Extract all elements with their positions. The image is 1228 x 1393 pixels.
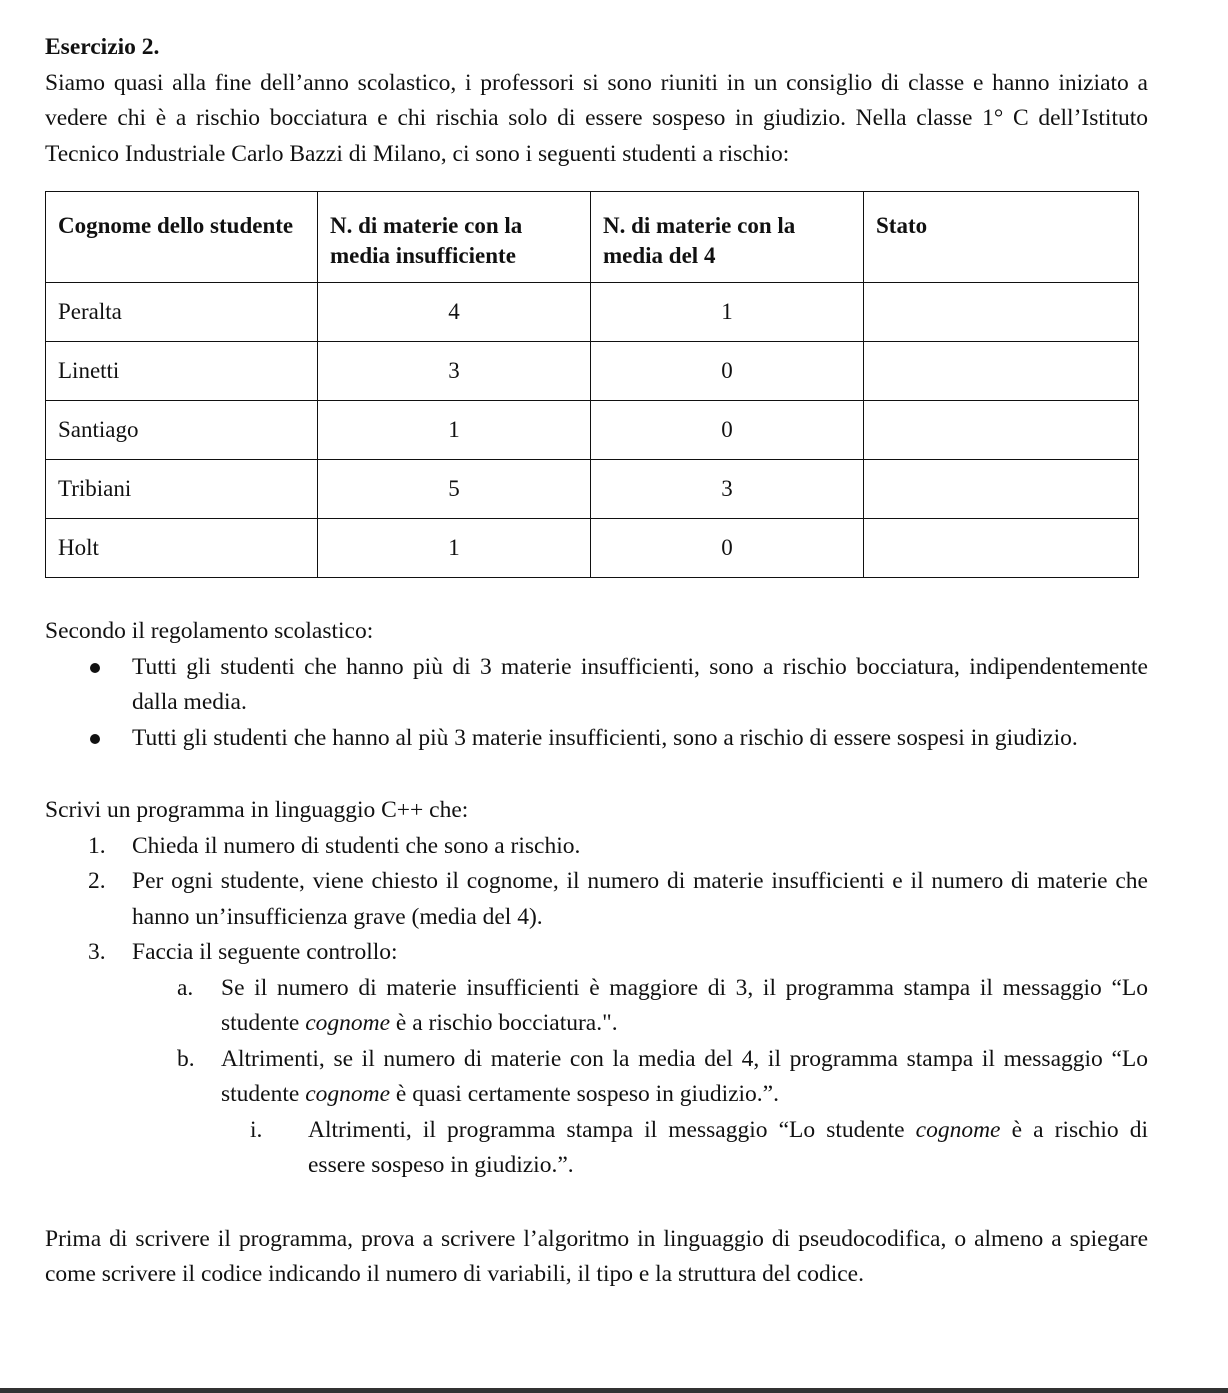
students-table — [45, 191, 1139, 578]
final-paragraph: Prima di scrivere il programma, prova a scrivere l’algoritmo in linguaggio di pseudocodifica, o almeno a spiegare come scrivere il codice indicando il numero di variabili, il tipo e la struttura del codice. — [45, 1225, 1148, 1287]
document-page — [45, 30, 1148, 1293]
cell-cognome: Santiago — [46, 401, 318, 460]
table-row — [46, 460, 1139, 519]
table-header-row — [46, 192, 1139, 283]
cell-stato — [864, 283, 1139, 342]
cell-media-4: 0 — [591, 401, 864, 460]
step-marker: 3. — [88, 939, 106, 965]
cell-insufficienti: 4 — [318, 283, 591, 342]
exercise-title: Esercizio 2. — [45, 34, 160, 60]
rules-list — [45, 650, 1148, 757]
rules-title: Secondo il regolamento scolastico: — [45, 618, 374, 644]
step-text-after: è quasi certamente sospeso in giudizio.”. — [390, 1081, 779, 1107]
cell-stato — [864, 401, 1139, 460]
list-item — [45, 650, 1148, 721]
step-text: Chieda il numero di studenti che sono a rischio. — [132, 832, 581, 859]
list-item — [45, 1042, 1148, 1113]
table-row — [46, 401, 1139, 460]
header-cognome: Cognome dello studente — [46, 192, 318, 283]
cell-insufficienti: 3 — [318, 342, 591, 401]
step-text-after: è a rischio di essere sospeso in giudizio.”. — [308, 1116, 1148, 1178]
step-text-before: Se il numero di materie insufficienti è maggiore di 3, il programma stampa il messaggio “Lo studente — [221, 974, 1148, 1036]
header-media-4: N. di materie con la media del 4 — [591, 192, 864, 283]
step-text-before: Altrimenti, se il numero di materie con la media del 4, il programma stampa il messaggio “Lo studente — [221, 1045, 1148, 1107]
step-text-em: cognome — [305, 1010, 391, 1036]
program-title: Scrivi un programma in linguaggio C++ che: — [45, 797, 469, 823]
cell-insufficienti: 1 — [318, 519, 591, 578]
cell-insufficienti: 5 — [318, 460, 591, 519]
header-insufficienti: N. di materie con la media insufficiente — [318, 192, 591, 283]
list-item — [45, 1113, 1148, 1184]
step-marker: b. — [177, 1045, 195, 1072]
list-item — [45, 864, 1148, 935]
program-steps — [45, 829, 1148, 1184]
cell-cognome: Holt — [46, 519, 318, 578]
cell-cognome: Peralta — [46, 283, 318, 342]
cell-media-4: 0 — [591, 342, 864, 401]
table-row — [46, 519, 1139, 578]
step-text-em: cognome — [915, 1116, 1001, 1143]
table-row — [46, 342, 1139, 401]
step-marker: a. — [177, 974, 194, 1001]
list-item — [45, 971, 1148, 1042]
step-marker: 2. — [88, 868, 106, 894]
step-text-before: Altrimenti, il programma stampa il messaggio “Lo studente — [308, 1116, 916, 1143]
intro-paragraph: Siamo quasi alla fine dell’anno scolastico, i professori si sono riuniti in un consiglio di classe e hanno iniziato a vedere chi è a rischio bocciatura e chi rischia solo di essere sospeso in giudizio. Nella classe 1° C dell’Istituto Tecnico Industriale Carlo Bazzi di Milano, ci sono i seguenti studenti a rischio: — [45, 69, 1148, 167]
bullet-icon — [90, 734, 100, 744]
cell-media-4: 1 — [591, 283, 864, 342]
list-item — [45, 721, 1148, 757]
table-row — [46, 283, 1139, 342]
cell-cognome: Linetti — [46, 342, 318, 401]
cell-media-4: 3 — [591, 460, 864, 519]
cell-stato — [864, 342, 1139, 401]
cell-insufficienti: 1 — [318, 401, 591, 460]
step-marker: 1. — [88, 832, 106, 859]
bottom-border — [0, 1388, 1228, 1393]
list-item — [45, 829, 1148, 865]
step-text: Faccia il seguente controllo: — [132, 939, 398, 965]
header-stato: Stato — [864, 192, 1139, 283]
cell-cognome: Tribiani — [46, 460, 318, 519]
step-text-em: cognome — [305, 1081, 391, 1107]
step-marker: i. — [250, 1116, 263, 1143]
rule-text: Tutti gli studenti che hanno più di 3 materie insufficienti, sono a rischio bocciatura, indipendentemente dalla media. — [132, 653, 1148, 715]
list-item — [45, 935, 1148, 971]
cell-stato — [864, 519, 1139, 578]
step-text: Per ogni studente, viene chiesto il cognome, il numero di materie insufficienti e il numero di materie che hanno un’insufficienza grave (media del 4). — [132, 868, 1148, 930]
cell-media-4: 0 — [591, 519, 864, 578]
bullet-icon — [90, 663, 100, 673]
step-text-after: è a rischio bocciatura.". — [390, 1010, 618, 1036]
rule-text: Tutti gli studenti che hanno al più 3 materie insufficienti, sono a rischio di essere sospesi in giudizio. — [132, 724, 1078, 751]
cell-stato — [864, 460, 1139, 519]
